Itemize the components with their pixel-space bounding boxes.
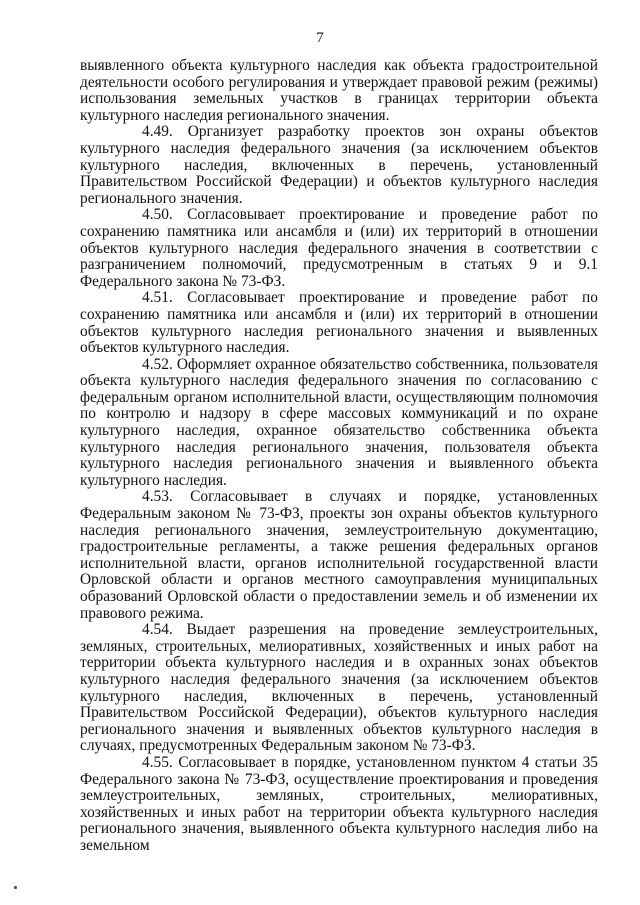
paragraph-4-49: 4.49. Организует разработку проектов зон охраны объектов культурного наследия федерального значения (за исключением объектов культурного наследия, включенных в перечень, установленный Правительством Российской Федерации) и объектов культурного наследия регионального значения. <box>80 123 598 207</box>
paragraph-4-55: 4.55. Согласовывает в порядке, установленном пунктом 4 статьи 35 Федерального закона № 73-ФЗ, осуществление проектирования и проведения землеустроительных, земляных, строительных, мелиоративных, хозяйственных и иных работ на территории объекта культурного наследия регионального значения, выявленного объекта культурного наследия либо на земельном <box>80 753 598 854</box>
page-number: 7 <box>316 30 324 46</box>
paragraph-4-52: 4.52. Оформляет охранное обязательство собственника, пользователя объекта культурного наследия федерального значения по согласованию с федеральным органом исполнительной власти, осуществляющим полномочия по контролю и надзору в сфере массовых коммуникаций и по охране культурного наследия, охранное обязательство собственника объекта культурного наследия регионального значения, пользователя объекта культурного наследия регионального значения и выявленного объекта культурного наследия. <box>80 355 598 489</box>
paragraph-4-50: 4.50. Согласовывает проектирование и проведение работ по сохранению памятника или ансамбля и (или) их территорий в отношении объектов культурного наследия федерального значения в соответствии с разграничением полномочий, предусмотренным в статьях 9 и 9.1 Федерального закона № 73-ФЗ. <box>80 206 598 290</box>
paragraph-4-54: 4.54. Выдает разрешения на проведение землеустроительных, земляных, строительных, мелиоративных, хозяйственных и иных работ на территории объекта культурного наследия и в охранных зонах объектов культурного наследия федерального значения (за исключением объектов культурного наследия, включенных в перечень, установленный Правительством Российской Федерации), объектов культурного наследия регионального значения и выявленных объектов культурного наследия в случаях, предусмотренных Федеральным законом № 73-ФЗ. <box>80 621 598 755</box>
paragraph-4-53: 4.53. Согласовывает в случаях и порядке, установленных Федеральным законом № 73-ФЗ, проекты зон охраны объектов культурного наследия регионального значения, землеустроительную документацию, градостроительные регламенты, а также решения федеральных органов исполнительной власти, органов исполнительной государственной власти Орловской области и органов местного самоуправления муниципальных образований Орловской области о предоставлении земель и об изменении их правового режима. <box>80 488 598 622</box>
scan-mark <box>14 886 17 889</box>
paragraph-continuation: выявленного объекта культурного наследия как объекта градостроительной деятельности особого регулирования и утверждает правовой режим (режимы) использования земельных участков в границах территории объекта культурного наследия регионального значения. <box>80 57 598 124</box>
document-body <box>80 58 598 855</box>
paragraph-4-51: 4.51. Согласовывает проектирование и проведение работ по сохранению памятника или ансамбля и (или) их территорий в отношении объектов культурного наследия регионального значения и выявленных объектов культурного наследия. <box>80 289 598 357</box>
